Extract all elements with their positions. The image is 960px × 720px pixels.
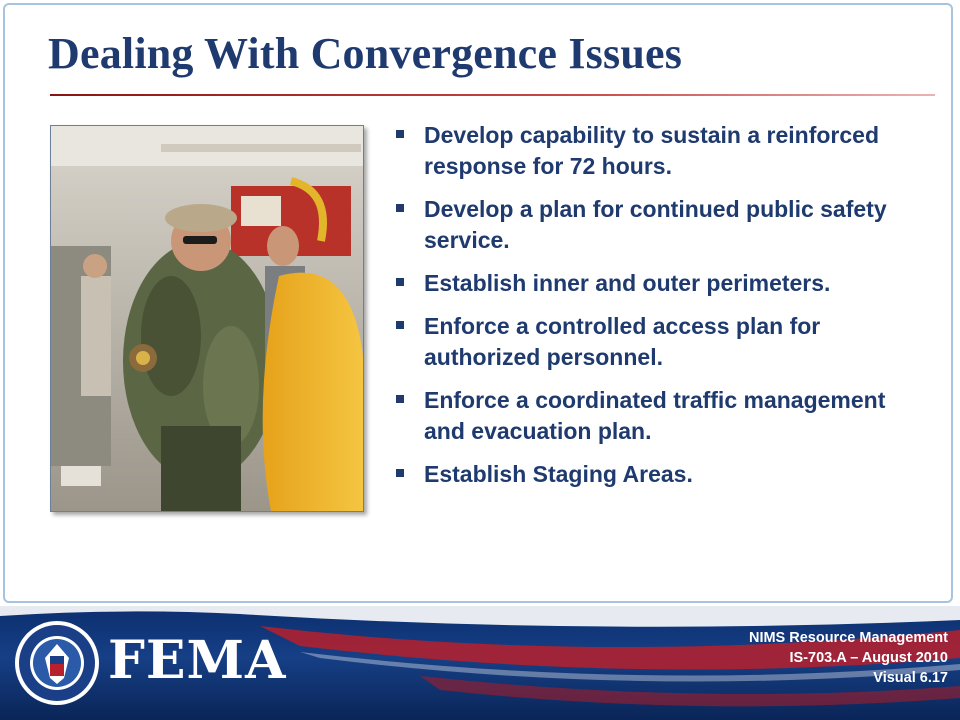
bullet-item <box>392 120 932 182</box>
bullet-list <box>392 120 932 502</box>
square-bullet-icon <box>396 395 404 403</box>
square-bullet-icon <box>396 278 404 286</box>
square-bullet-icon <box>396 204 404 212</box>
course-code: IS-703.A – August 2010 <box>789 650 948 666</box>
fema-logo: FEMA <box>108 630 287 691</box>
bullet-text: Enforce a controlled access plan for authorized personnel. <box>424 313 821 370</box>
bullet-text: Enforce a coordinated traffic management and evacuation plan. <box>424 387 886 444</box>
slide-title: Dealing With Convergence Issues <box>48 29 683 78</box>
visual-number: Visual 6.17 <box>873 670 948 686</box>
bullet-item <box>392 459 932 490</box>
dhs-seal-icon <box>14 620 100 706</box>
square-bullet-icon <box>396 321 404 329</box>
bullet-item <box>392 194 932 256</box>
bullet-item <box>392 268 932 299</box>
square-bullet-icon <box>396 130 404 138</box>
bullet-item <box>392 385 932 447</box>
course-name: NIMS Resource Management <box>748 630 948 646</box>
bullet-text: Establish inner and outer perimeters. <box>424 270 831 296</box>
responders-photo <box>50 125 364 512</box>
bullet-text: Develop capability to sustain a reinforced response for 72 hours. <box>424 122 880 179</box>
footer-banner <box>0 606 960 720</box>
square-bullet-icon <box>396 469 404 477</box>
bullet-text: Establish Staging Areas. <box>424 461 693 487</box>
bullet-item <box>392 311 932 373</box>
bullet-text: Develop a plan for continued public safety service. <box>424 196 887 253</box>
title-divider <box>50 94 935 96</box>
course-info <box>749 628 948 688</box>
